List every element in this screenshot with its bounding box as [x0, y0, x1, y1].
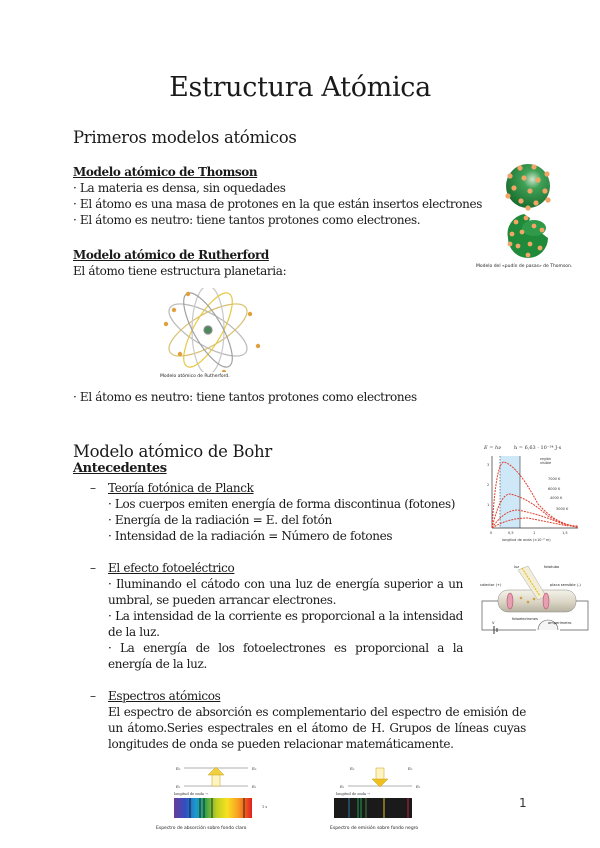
- planck-line: · Intensidad de la radiación = Número de fotones: [108, 529, 393, 543]
- svg-text:E₁: E₁: [252, 784, 257, 789]
- rutherford-bullet: · El átomo es neutro: tiene tantos protones como electrones: [73, 390, 417, 404]
- thomson-model-figure: [490, 158, 580, 268]
- planck-title: Teoría fotónica de Planck: [108, 481, 254, 495]
- absorption-spectrum-icon: [168, 762, 268, 824]
- svg-text:fotoelectrones: fotoelectrones: [512, 617, 538, 621]
- svg-text:1: 1: [533, 531, 536, 535]
- emission-spectrum-caption: Espectro de emisión sobre fondo negro: [330, 826, 419, 831]
- list-dash: –: [90, 481, 96, 495]
- svg-text:E₂: E₂: [176, 766, 181, 771]
- absorption-spectrum-figure: [168, 762, 268, 824]
- list-dash: –: [90, 561, 96, 575]
- svg-text:0,5: 0,5: [508, 531, 514, 535]
- planck-line: · Energía de la radiación = E. del fotón: [108, 513, 332, 527]
- svg-text:longitud de onda →: longitud de onda →: [336, 792, 371, 796]
- page-title: Estructura Atómica: [169, 72, 431, 103]
- emission-spectrum-figure: [332, 762, 432, 824]
- thomson-bullet: · El átomo es una masa de protones en la que están insertos electrones: [73, 197, 483, 211]
- absorption-spectrum-caption: Espectro de absorción sobre fondo claro: [156, 826, 247, 831]
- thomson-bullet: · La materia es densa, sin oquedades: [73, 181, 286, 195]
- planck-line: · Los cuerpos emiten energía de forma discontinua (fotones): [108, 497, 456, 511]
- thomson-bullet: · El átomo es neutro: tiene tantos protones como electrones.: [73, 213, 421, 227]
- svg-text:h = 6,63 · 10⁻³⁴ J·s: h = 6,63 · 10⁻³⁴ J·s: [514, 445, 562, 451]
- svg-text:longitud de onda →: longitud de onda →: [174, 792, 209, 796]
- svg-text:E₁: E₁: [176, 784, 181, 789]
- svg-text:E₁: E₁: [416, 784, 421, 789]
- antecedentes-heading: Antecedentes: [73, 461, 167, 476]
- svg-text:1,5: 1,5: [562, 531, 568, 535]
- svg-text:E₁: E₁: [340, 784, 345, 789]
- rutherford-model-figure: [158, 288, 268, 372]
- svg-text:longitud de onda (×10⁻⁶ m): longitud de onda (×10⁻⁶ m): [502, 538, 551, 542]
- atom-orbits-icon: [158, 288, 268, 372]
- svg-text:6000 K: 6000 K: [548, 487, 561, 491]
- svg-text:0: 0: [490, 531, 493, 535]
- section-heading-bohr: Modelo atómico de Bohr: [73, 442, 272, 461]
- section-heading-primeros-modelos: Primeros modelos atómicos: [73, 128, 297, 147]
- svg-text:E₂: E₂: [252, 766, 257, 771]
- svg-text:amperímetro: amperímetro: [548, 621, 572, 625]
- rutherford-intro: El átomo tiene estructura planetaria:: [73, 264, 287, 278]
- svg-text:visible: visible: [540, 461, 552, 465]
- svg-text:V: V: [492, 621, 495, 625]
- svg-text:placa sensible (-): placa sensible (-): [550, 583, 581, 587]
- svg-text:luz: luz: [514, 565, 520, 569]
- blackbody-radiation-figure: [478, 442, 588, 544]
- spectra-title: Espectros atómicos: [108, 689, 221, 703]
- photoelectric-paragraph: · Iluminando el cátodo con una luz de energía superior a un umbral, se pueden arrancar electrones.: [108, 577, 463, 607]
- phototube-circuit-icon: [476, 562, 591, 644]
- svg-text:E = hν: E = hν: [484, 445, 502, 451]
- blackbody-chart-icon: [478, 442, 588, 544]
- thomson-figure-caption: Modelo del «pudín de pasas» de Thomson.: [476, 264, 573, 269]
- svg-text:1: 1: [487, 503, 490, 507]
- photoelectric-title: El efecto fotoeléctrico: [108, 561, 235, 575]
- rutherford-figure-caption: Modelo atómico de Rutherford.: [160, 374, 230, 379]
- page-number: 1: [519, 796, 527, 810]
- svg-text:E₂: E₂: [350, 766, 355, 771]
- svg-text:fototubo: fototubo: [544, 565, 560, 569]
- emission-spectrum-icon: [332, 762, 432, 824]
- svg-text:E₂: E₂: [408, 766, 413, 771]
- plum-pudding-icon: [490, 158, 580, 268]
- svg-text:7000 K: 7000 K: [548, 477, 561, 481]
- list-dash: –: [90, 689, 96, 703]
- photoelectric-paragraph: · La energía de los fotoelectrones es proporcional a la energía de la luz.: [108, 641, 463, 671]
- svg-text:3: 3: [487, 463, 490, 467]
- svg-text:4000 K: 4000 K: [550, 496, 563, 500]
- svg-text:región: región: [540, 457, 552, 461]
- svg-text:2: 2: [487, 483, 490, 487]
- photoelectric-figure: [476, 562, 591, 644]
- photoelectric-paragraph: · La intensidad de la corriente es proporcional a la intensidad de la luz.: [108, 609, 463, 639]
- thomson-heading: Modelo atómico de Thomson: [73, 165, 258, 179]
- svg-text:1 s: 1 s: [262, 805, 268, 809]
- spectra-paragraph: El espectro de absorción es complementario del espectro de emisión de un átomo.Series espectrales en el átomo de H. Grupos de líneas cuyas longitudes de onda se pueden relacionar matemáticamente.: [108, 705, 526, 751]
- svg-text:3000 K: 3000 K: [556, 507, 569, 511]
- svg-text:colector (+): colector (+): [480, 583, 502, 587]
- rutherford-heading: Modelo atómico de Rutherford: [73, 248, 269, 262]
